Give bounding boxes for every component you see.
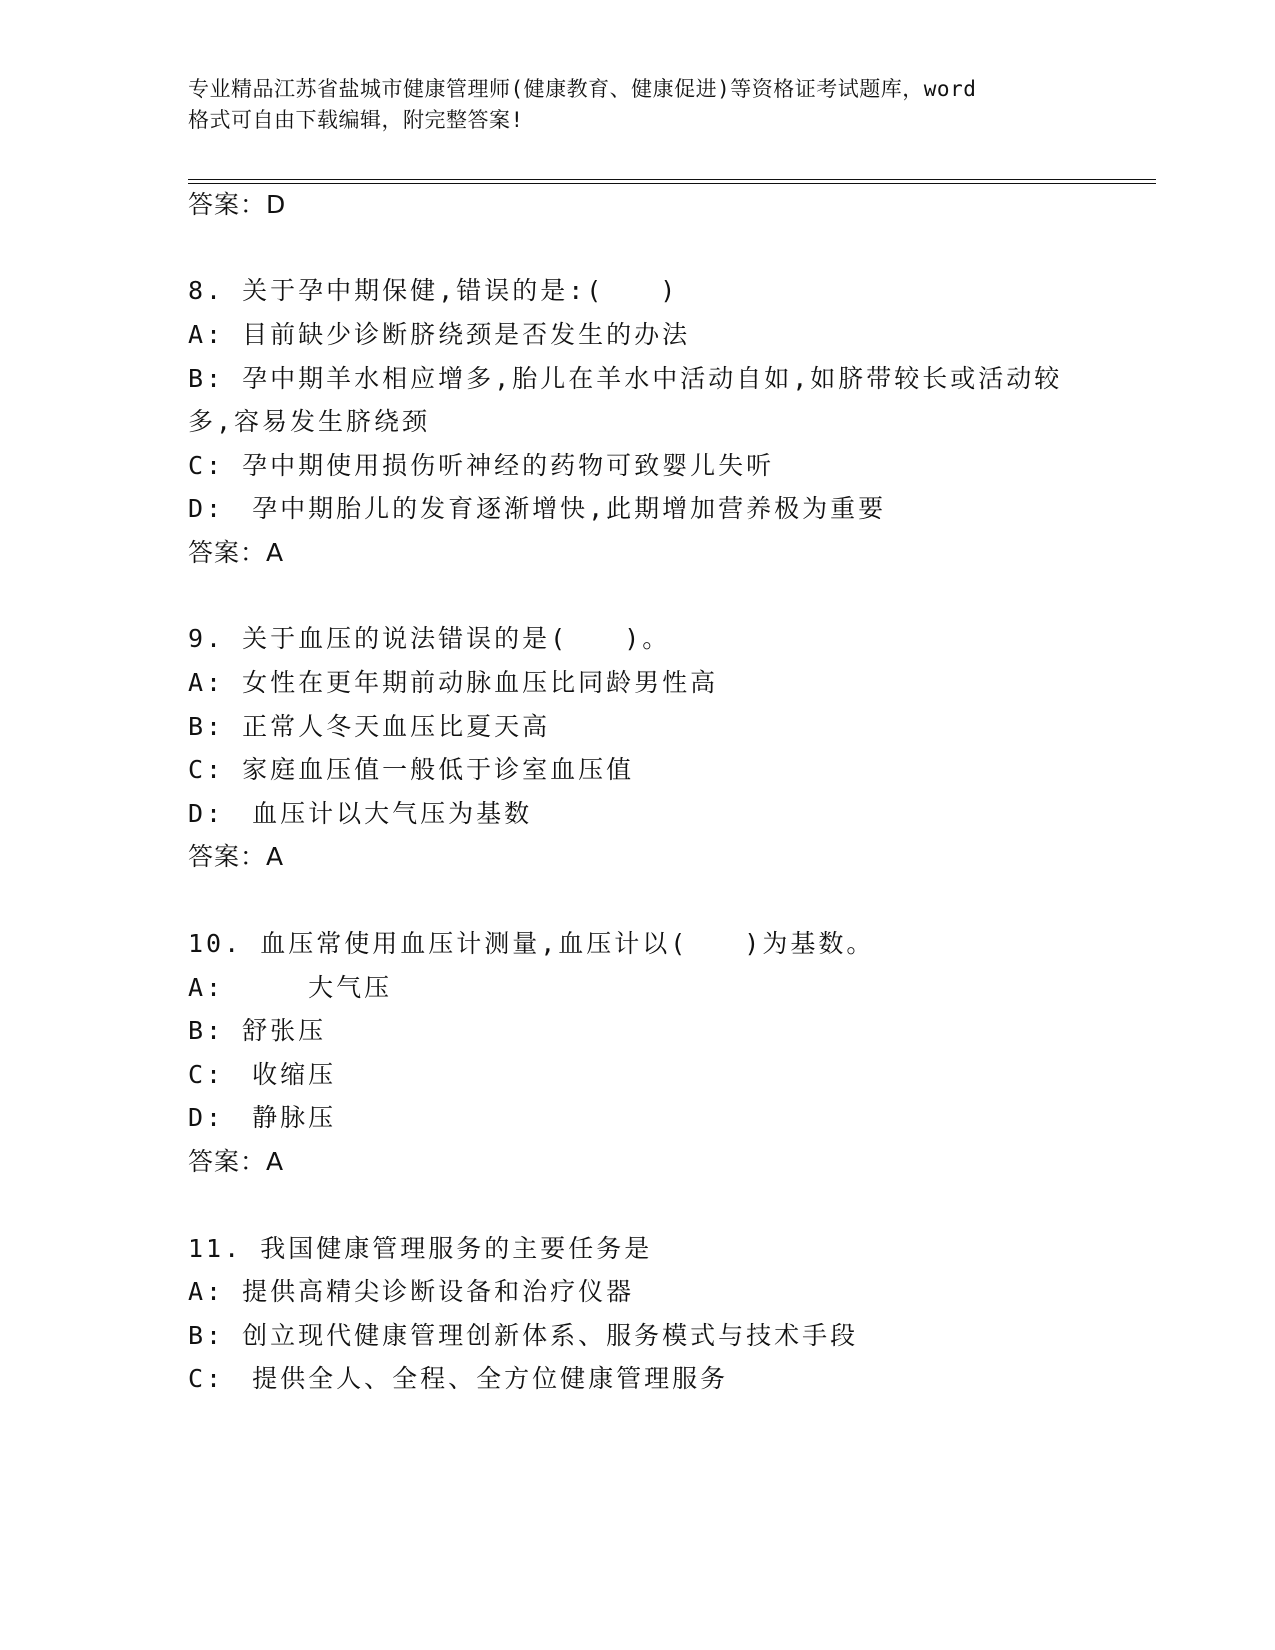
question-11-option-b: B: 创立现代健康管理创新体系、服务模式与技术手段 (188, 1321, 859, 1350)
header-divider-bottom (188, 183, 1156, 184)
header-line-1: 专业精品江苏省盐城市健康管理师(健康教育、健康促进)等资格证考试题库，word (188, 77, 977, 101)
question-8-option-a: A: 目前缺少诊断脐绕颈是否发生的办法 (188, 320, 691, 349)
question-11-option-a: A: 提供高精尖诊断设备和治疗仪器 (188, 1277, 635, 1306)
question-8-stem: 8. 关于孕中期保健,错误的是:( ) (188, 276, 679, 305)
question-8-option-b-cont: 多,容易发生脐绕颈 (188, 407, 431, 436)
previous-answer: 答案：D (188, 190, 287, 219)
question-9-option-b: B: 正常人冬天血压比夏天高 (188, 712, 551, 741)
question-10-option-d: D: 静脉压 (188, 1103, 337, 1132)
question-9-option-a: A: 女性在更年期前动脉血压比同龄男性高 (188, 668, 719, 697)
question-9-option-c: C: 家庭血压值一般低于诊室血压值 (188, 755, 635, 784)
question-9-answer: 答案：A (188, 842, 285, 871)
header-line-2: 格式可自由下载编辑，附完整答案! (188, 108, 524, 132)
question-11-option-c: C: 提供全人、全程、全方位健康管理服务 (188, 1364, 729, 1393)
header-divider-top (188, 179, 1156, 180)
question-11-stem: 11. 我国健康管理服务的主要任务是 (188, 1234, 653, 1263)
question-10-option-c: C: 收缩压 (188, 1060, 337, 1089)
question-8-option-c: C: 孕中期使用损伤听神经的药物可致婴儿失听 (188, 451, 775, 480)
question-10-stem: 10. 血压常使用血压计测量,血压计以( )为基数。 (188, 929, 875, 958)
question-10-option-b: B: 舒张压 (188, 1016, 327, 1045)
question-10-answer: 答案：A (188, 1147, 285, 1176)
question-8-answer: 答案：A (188, 538, 285, 567)
question-8-option-b: B: 孕中期羊水相应增多,胎儿在羊水中活动自如,如脐带较长或活动较 (188, 364, 1063, 393)
question-10-option-a: A: 大气压 (188, 973, 393, 1002)
question-8-option-d: D: 孕中期胎儿的发育逐渐增快,此期增加营养极为重要 (188, 494, 887, 523)
page-header (188, 74, 1088, 136)
question-9-stem: 9. 关于血压的说法错误的是( )。 (188, 624, 671, 653)
question-9-option-d: D: 血压计以大气压为基数 (188, 799, 533, 828)
